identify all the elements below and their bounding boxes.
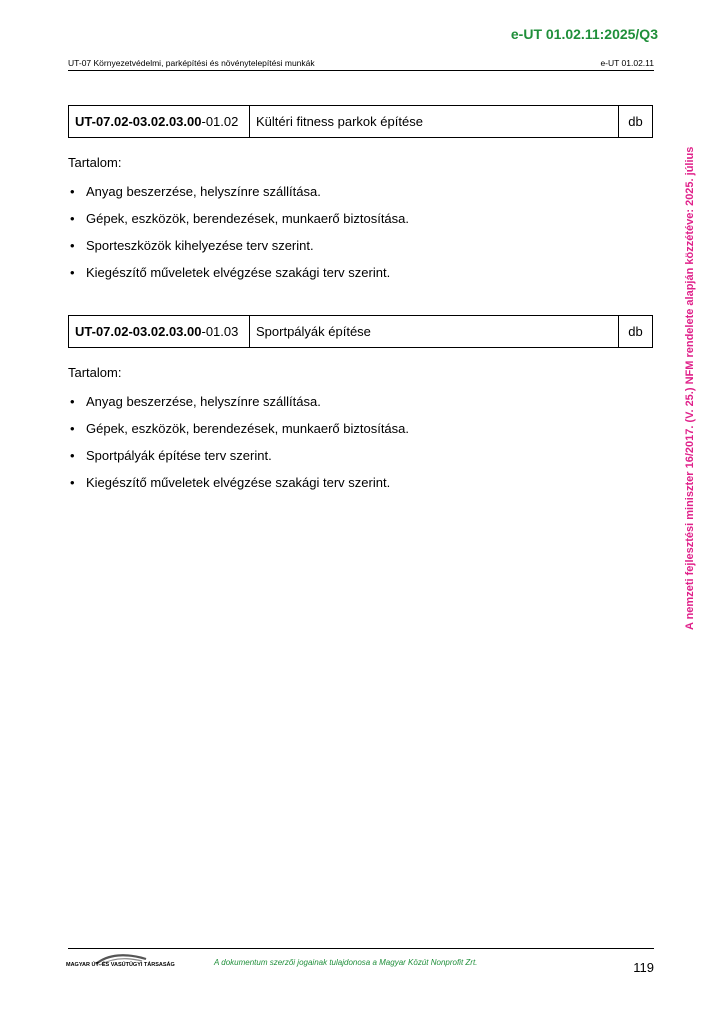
list-item-text: Kiegészítő műveletek elvégzése szakági terv szerint. (86, 475, 391, 490)
running-header-title: UT-07 Környezetvédelmi, parképítési és növénytelepítési munkák (68, 58, 315, 68)
list-item-text: Anyag beszerzése, helyszínre szállítása. (86, 394, 321, 409)
list-item (68, 265, 409, 292)
item-title: Sportpályák építése (250, 316, 619, 347)
item-code-suffix: -01.03 (201, 324, 239, 339)
content-heading: Tartalom: (68, 365, 122, 380)
list-item (68, 475, 409, 502)
item-title: Kültéri fitness parkok építése (250, 106, 619, 137)
item-code-main: UT-07.02-03.02.03.00 (75, 114, 202, 129)
list-item (68, 184, 409, 211)
list-item (68, 211, 409, 238)
bullet-icon: • (70, 448, 75, 463)
item-code (69, 106, 250, 137)
list-item-text: Anyag beszerzése, helyszínre szállítása. (86, 184, 321, 199)
item-code (69, 316, 250, 347)
item-code-suffix: -01.02 (201, 114, 239, 129)
running-header-code: e-UT 01.02.11 (600, 58, 654, 68)
page-number: 119 (633, 960, 654, 975)
bullet-icon: • (70, 394, 75, 409)
item-code-main: UT-07.02-03.02.03.00 (75, 324, 202, 339)
list-item-text: Sporteszközök kihelyezése terv szerint. (86, 238, 314, 253)
list-item-text: Kiegészítő műveletek elvégzése szakági terv szerint. (86, 265, 391, 280)
content-heading: Tartalom: (68, 155, 122, 170)
list-item-text: Gépek, eszközök, berendezések, munkaerő biztosítása. (86, 211, 410, 226)
footer-divider (68, 948, 654, 949)
bullet-icon: • (70, 184, 75, 199)
content-list (68, 184, 409, 292)
content-list (68, 394, 409, 502)
item-unit: db (628, 324, 643, 339)
bullet-icon: • (70, 475, 75, 490)
document-code: e-UT 01.02.11:2025/Q3 (510, 26, 658, 42)
list-item (68, 448, 409, 475)
organization-logo-text: MAGYAR ÚT- ÉS VASÚTÜGYI TÁRSASÁG (66, 962, 175, 968)
bullet-icon: • (70, 238, 75, 253)
list-item (68, 394, 409, 421)
list-item (68, 421, 409, 448)
bullet-icon: • (70, 265, 75, 280)
bullet-icon: • (70, 421, 75, 436)
copyright-notice: A dokumentum szerzői jogainak tulajdonosa a Magyar Közút Nonprofit Zrt. (214, 958, 478, 967)
publication-note: A nemzeti fejlesztési miniszter 16/2017. (V. 25.) NFM rendelete alapján közzétéve: 2025. július (684, 146, 696, 630)
item-table (68, 315, 653, 348)
bullet-icon: • (70, 211, 75, 226)
running-header (68, 58, 654, 71)
item-unit: db (628, 114, 643, 129)
list-item-text: Sportpályák építése terv szerint. (86, 448, 272, 463)
list-item (68, 238, 409, 265)
list-item-text: Gépek, eszközök, berendezések, munkaerő biztosítása. (86, 421, 410, 436)
content-block (68, 365, 409, 502)
item-table (68, 105, 653, 138)
content-block (68, 155, 409, 292)
